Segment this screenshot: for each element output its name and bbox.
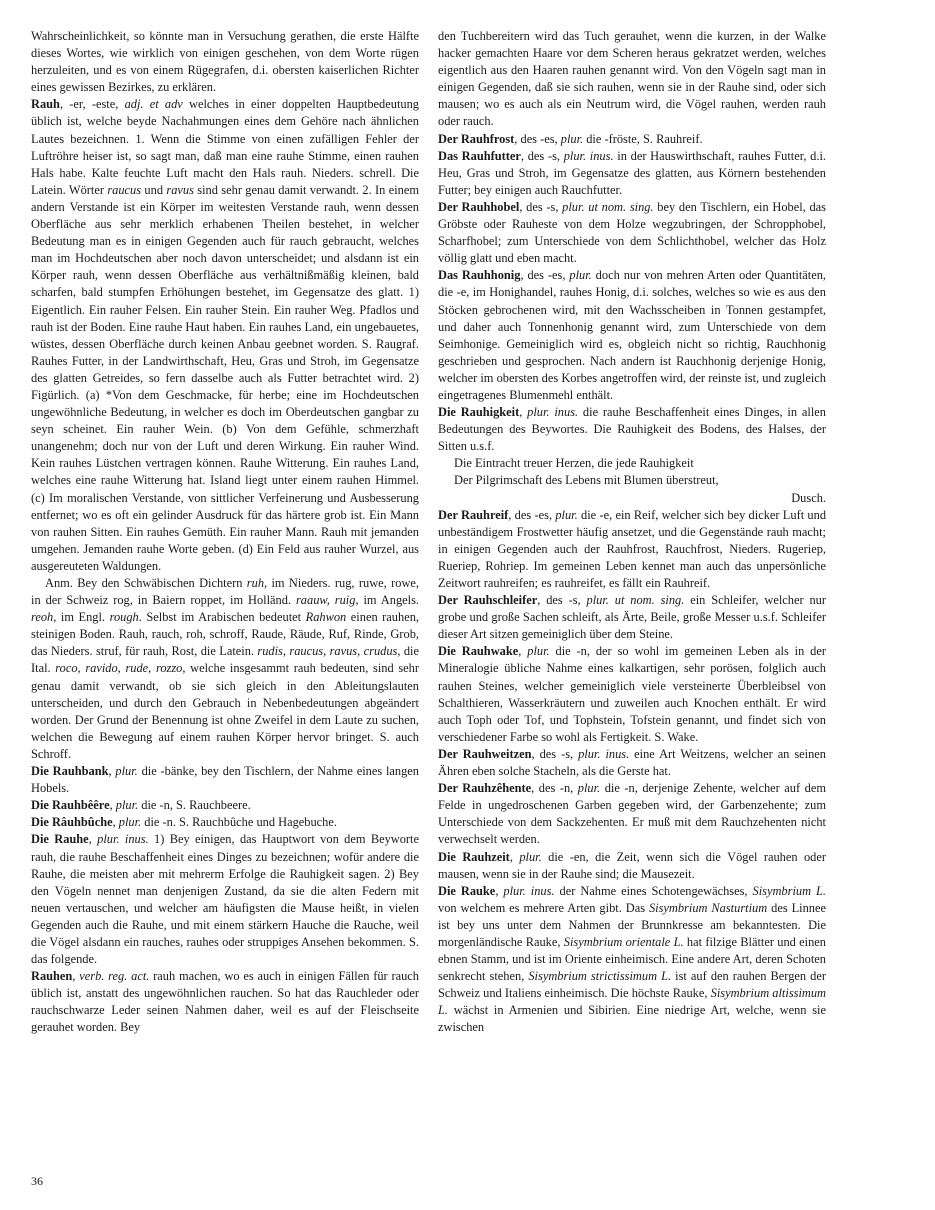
- entry-text: bey den Tischlern, ein Hobel, das Gröbste oder Rauheste von dem Holze wegzubringen, der Schropphobel, Scharfhobel; zum Unterschiede von dem Schlichthobel, welcher das Holz völlig glatt und eben macht.: [438, 199, 826, 266]
- entry-text: den Tuchbereitern wird das Tuch gerauhet, wenn die kurzen, in der Walke hacker gemachten Haare vor dem Scheren heraus gekratzet werden, welches eigentlich aus den Haaren rauhen genannt wird. Von den Vögeln sagt man in einigen Gegenden, daß sie sich rauhen, wenn sie in der Rauhe sind, oder sich mausen; wo es auch als ein Neutrum wird, die Vögel rauhen, werden rauh oder rauch.: [438, 29, 826, 129]
- entry-text: die -fröste, S. Rauhreif.: [583, 131, 703, 146]
- dictionary-entry: [438, 643, 826, 746]
- verse-line: [438, 472, 826, 489]
- right-column: [438, 28, 826, 1037]
- entry-text: eine Art Weitzens, welcher an seinen Ähren eben solche Stacheln, als die Gerste hat.: [438, 746, 827, 779]
- italic-term: raucus: [107, 182, 142, 197]
- italic-term: plur. inus.: [503, 883, 555, 898]
- italic-term: Sisymbrium Nasturtium: [648, 900, 768, 915]
- entry-headword: Der Rauhhobel: [438, 199, 520, 214]
- italic-term: raauw, ruig: [295, 593, 356, 608]
- dictionary-entry: [31, 831, 419, 968]
- entry-text: ,: [509, 849, 520, 864]
- entry-text: 1) Bey einigen, das Hauptwort von dem Beyworte rauh, die rauhe Beschaffenheit eines Dinges zu bezeichnen; wofür andere die Rauhe, die meisten aber mit mehrerm Erfolge die Rauhigkeit sagen. 2) Bey den Vögeln nennet man denjenigen Zustand, da sie die alten Federn mit neuen vertauschen, und welcher am häufigsten die Mause heißt, in vielen Gegenden auch die Rauhe, und mit einem stärkern Hauche die Rauche, weil die Vögel alsdann ein rauches, rauhes oder struppiges Ansehen bekommen. S. das folgende.: [31, 832, 419, 967]
- entry-text: die rauhe Beschaffenheit eines Dinges, in allen Bedeutungen des Beywortes. Die Rauhigkeit des Bodens, des Halses, der Sitten u.s.f.: [438, 405, 826, 454]
- italic-term: plur. ut nom. sing.: [586, 593, 685, 608]
- dictionary-entry: [438, 28, 826, 131]
- entry-headword: Der Rauhweitzen: [438, 746, 532, 761]
- entry-text: , des -es,: [514, 131, 561, 146]
- entry-text: , des -es,: [508, 507, 556, 522]
- dictionary-entry: [438, 267, 826, 404]
- dictionary-entry: [31, 575, 419, 763]
- entry-text: ,: [108, 764, 116, 779]
- dictionary-entry: [31, 96, 419, 575]
- dictionary-entry: [438, 199, 826, 267]
- italic-term: Rahwon: [305, 610, 347, 625]
- entry-text: Die Eintracht treuer Herzen, die jede Rauhigkeit: [454, 456, 694, 471]
- entry-headword: Die Rauhzeit: [438, 849, 510, 864]
- entry-headword: Das Rauhfutter: [438, 148, 521, 163]
- entry-text: , im Nieders. rug, ruwe, rowe, in der Schweiz rog, in Baiern roppet, im Holländ.: [31, 576, 419, 608]
- entry-headword: Die Rauke: [438, 883, 496, 898]
- entry-text: Anm. Bey den Schwäbischen Dichtern: [45, 576, 247, 590]
- entry-headword: Die Rauhwake: [438, 644, 519, 659]
- entry-text: doch nur von mehren Arten oder Quantitäten, die -e, im Honighandel, rauhes Honig, d.i. solches, welches so wie es aus den Stöcken gebrochenen wird, mit den Wachsscheiben in Tonnen gestampfet, und daher auch Tonnenhonig genannt wird, zum Unterschiede von dem Seimhonige. Gemeiniglich wird es, obgleich nicht so richtig, Rauchhonig geschrieben und gesprochen. Nach andern ist Rauchhonig derjenige Honig, welcher im obersten des Korbes angetroffen wird, der reinste ist, und zugleich eingetragenes Blumenmehl enthält.: [438, 268, 827, 402]
- entry-text: Wahrscheinlichkeit, so könnte man in Versuchung gerathen, die erste Hälfte dieses Wortes, wie wirklich von einigen geschehen, von dem Worte rügen herzuleiten, und es von einem Rügegrafen, d.i. obersten kaiserlichen Richter eines gewissen Bezirkes, zu erklären.: [31, 29, 419, 95]
- italic-term: plur.: [115, 798, 139, 813]
- entry-headword: Die Rauhbank: [31, 764, 109, 779]
- italic-term: plur.: [569, 268, 592, 283]
- entry-text: sind sehr genau damit verwandt. 2. In einem andern Verstande ist ein Körper im weitesten Verstande rauh, wenn dessen Oberfläche aus sehr merklich erhabenen Theilen bestehet, in welcher Bedeutung man es in einigen Gegenden auch für rauch gebraucht, welches man im Hochdeutschen aber noch davon unterscheidet; und alsdann ist ein Körper rauh, wenn dessen Oberfläche aus verhältnißmäßig kleinen, bald scharfen, bald stumpfen Erhöhungen bestehet, im Gegensatze des glatt. 1) Eigentlich. Ein rauher Felsen. Ein rauher Stein. Ein rauher Weg. Pfadlos und rauh ist der Boden. Eine rauhe Haut haben. Ein rauhes Land, ein ungebauetes, wüstes, dessen Oberfläche durch keinen Anbau geebnet worden. S. Raugraf. Rauhes Futter, in der Landwirthschaft, Heu, Gras und Stroh, im Gegensatze des glatten Getreides, so fern dasselbe auch als Futter betrachtet wird. 2) Figürlich. (a) *Von dem Geschmacke, für herbe; eine im Hochdeutschen ungewöhnliche Bedeutung, in welcher es doch im Oberdeutschen gangbar zu seyn scheinet. Ein rauher Wein. (b) Von dem Gefühle, schmerzhaft unangenehm; doch nur von der Luft und deren Wirkung. Ein rauher Wind. Kein rauhes Lüstchen vertragen können. Rauhe Witterung. Ein rauhes Land, welches eine rauhe Witterung hat. Island liegt unter einem rauhen Himmel. (c) Im moralischen Verstande, von sittlicher Verfeinerung und Ausbesserung entfernet; wo es oft ein gelinder Ausdruck für das härtere grob ist. Ein Mann von rauhen Sitten. Ein rauhes Gemüth. Ein rauher Mann. Rauh mit jemanden umgehen. Jemanden rauhe Worte geben. (d) Ein Feld aus rauher Wurzel, aus ausgereuteten Waldungen.: [31, 182, 419, 573]
- dictionary-entry: [438, 148, 826, 199]
- dictionary-entry: [438, 780, 826, 848]
- italic-term: plur.: [527, 644, 550, 659]
- italic-term: plur. inus.: [578, 746, 630, 761]
- entry-text: , des -n,: [531, 781, 578, 796]
- italic-term: verb. reg. act.: [79, 969, 150, 984]
- entry-headword: Rauhen: [31, 969, 73, 984]
- italic-term: plur.: [519, 849, 542, 864]
- entry-text: einen rauhen, steinigen Boden. Rauh, rauch, roh, schroff, Raude, Räude, Ruf, Rinde, Grob, das Nieders. struf, für rauh, Rost, die Latein.: [31, 610, 419, 659]
- italic-term: rudis, raucus, ravus, crudus: [257, 644, 398, 659]
- entry-text: die -n, der so wohl im gemeinen Leben als in der Mineralogie übliche Nahme eines kalkartigen, sehr porösen, folglich auch rauhen Steines, welcher gemeiniglich viele versteinerte Überbleibsel von Schalthieren, Wasserkräutern und zuweilen auch Knochen enthält. Er wird auch Toph oder Tof, und Tophstein, Tofstein genannt, und findet sich von verschiedener Farbe so wohl als Fertigkeit. S. Wake.: [438, 644, 827, 744]
- entry-text: in der Hauswirthschaft, rauhes Futter, d.i. Heu, Gras und Stroh, im Gegensatze des glatten, aus Körnern bestehenden Futter; bey einigen auch Rauchfutter.: [438, 148, 826, 197]
- dictionary-entry: [438, 849, 826, 883]
- entry-text: , -er, -este,: [59, 97, 125, 112]
- entry-text: ,: [109, 798, 116, 813]
- entry-text: , des -es,: [520, 268, 570, 283]
- italic-term: Sisymbrium strictissimum L.: [528, 969, 672, 984]
- italic-term: plur.: [115, 764, 138, 779]
- dictionary-entry: [438, 883, 826, 1037]
- entry-text: ,: [519, 405, 528, 420]
- entry-headword: Die Rauhe: [31, 832, 89, 847]
- entry-text: , des -s,: [519, 199, 563, 214]
- entry-headword: Die Rauhigkeit: [438, 405, 520, 420]
- entry-headword: Der Rauhfrost: [438, 131, 515, 146]
- italic-term: plur.: [118, 815, 142, 830]
- entry-text: ,: [495, 883, 504, 898]
- italic-term: plur.: [577, 781, 601, 796]
- entry-text: , des -s,: [537, 593, 587, 608]
- verse-line: [438, 455, 826, 472]
- italic-term: plur.: [560, 131, 584, 146]
- entry-headword: Der Rauhzêhente: [438, 781, 532, 796]
- entry-text: die -e, ein Reif, welcher sich bey dicker Luft und unbeständigem Frostwetter häufig ansetzet, und die Gegenstände rauh macht; in einigen Gegenden auch der Rauhfrost, Rauchfrost, Nieders. Rugeriep, Rueriep, Rohriep. Im gemeinen Leben kennet man auch das unpersönliche Zeitwort rauhreifen; es rauhreifet, es fällt ein Rauhreif.: [438, 507, 827, 590]
- dictionary-entry: [31, 28, 419, 96]
- entry-text: , des -s,: [520, 148, 564, 163]
- entry-text: die -bänke, bey den Tischlern, der Nahme eines langen Hobels.: [31, 764, 419, 796]
- italic-term: plur. inus.: [563, 148, 614, 163]
- entry-text: Dusch.: [791, 490, 826, 505]
- entry-text: ,: [72, 969, 80, 984]
- entry-text: des Linnee ist bey uns unter dem Nahmen der Brunnkresse am bekanntesten. Die morgenländische Rauke,: [438, 900, 826, 949]
- entry-text: hat filzige Blätter und einen ebnen Stamm, und ist im Oriente einheimisch. Eine andere Art, deren Schoten senkrecht stehen,: [438, 934, 826, 984]
- dictionary-entry: [438, 592, 826, 643]
- entry-text: . Selbst im Arabischen bedeutet: [138, 610, 306, 625]
- italic-term: Sisymbrium L.: [752, 883, 826, 898]
- entry-text: die -n. S. Rauchbûche und Hagebuche.: [141, 815, 337, 830]
- entry-headword: Das Rauhhonig: [438, 268, 521, 283]
- italic-term: Sisymbrium orientale L.: [563, 934, 684, 949]
- entry-headword: Der Rauhschleifer: [438, 593, 538, 608]
- dictionary-entry: [31, 763, 419, 797]
- left-column: [31, 28, 419, 1037]
- italic-term: ruh: [246, 576, 265, 590]
- italic-term: roco, ravido, rude, rozzo: [55, 661, 183, 676]
- entry-text: ,: [518, 644, 528, 659]
- entry-headword: Der Rauhreif: [438, 507, 509, 522]
- entry-text: wächst in Armenien und Sibirien. Eine niedrige Art, welche, wenn sie zwischen: [438, 1003, 826, 1035]
- entry-text: rauh machen, wo es auch in einigen Fällen für rauch üblich ist, anstatt des ungewöhnlichen rauchen. So hat das Rauchleder oder rauchschwarze Leder seinen Nahmen daher, weil es auf der Fleischseite gerauhet worden. Bey: [31, 969, 420, 1035]
- entry-text: der Nahme eines Schotengewächses,: [554, 883, 753, 898]
- entry-text: , des -s,: [531, 746, 579, 761]
- entry-text: ,: [112, 815, 119, 830]
- italic-term: rough: [109, 610, 139, 625]
- entry-text: die -n, derjenige Zehente, welcher auf dem Felde in ungedroschenen Garben gegeben wird, der Garbenzehente; zum Unterschiede von dem Sackzehenten. Er muß mit dem Rauchzehenten nicht verwechselt werden.: [438, 781, 827, 847]
- entry-headword: Rauh: [31, 97, 60, 112]
- entry-text: die -en, die Zeit, wenn sich die Vögel rauhen oder mausen, wenn sie in der Rauhe sind; die Mausezeit.: [438, 849, 826, 881]
- entry-text: , im Engl.: [53, 610, 110, 625]
- entry-text: die -n, S. Rauchbeere.: [138, 798, 251, 813]
- entry-text: ,: [88, 832, 98, 847]
- italic-term: plur. ut nom. sing.: [562, 199, 654, 214]
- entry-text: , welche insgesammt rauh bedeuten, sind sehr genau damit verwandt, ob sie sich gleich in den Ableitungslauten unterscheiden, und durch den Gebrauch in Nebenbedeutungen abgeändert worden. Der Grund der Benennung ist ohne Zweifel in dem Laute zu suchen, welchen die Bewegung auf einem rauhen Körper hervor bringet. S. auch Schroff.: [31, 661, 419, 761]
- verse-attribution: [438, 490, 826, 507]
- italic-term: plur. inus.: [527, 405, 579, 420]
- entry-text: und: [141, 182, 167, 197]
- entry-text: ist auf den rauhen Bergen der Schweiz und Italiens einheimisch. Die höchste Rauke,: [438, 969, 826, 1001]
- dictionary-entry: [438, 507, 826, 592]
- dictionary-entry: [31, 814, 419, 831]
- entry-text: welches in einer doppelten Hauptbedeutung üblich ist, welche beyde Nachahmungen eines dem Gehöre nach ähnlichen Lautes bezeichnen. 1. Wenn die Stimme von einen zufälligen Fehler der Luftröhre heiser ist, so sagt man, daß man eine rauhe Stimme, einen rauhen Hals habe. Kalte feuchte Luft macht den Hals rauh. Nieders. schrell. Die Latein. Wörter: [31, 97, 419, 197]
- entry-text: , im Angels.: [355, 593, 420, 608]
- dictionary-entry: [438, 746, 826, 780]
- entry-text: ein Schleifer, welcher nur grobe und große Sachen schleift, als Ärte, Beile, große Messer u.s.f. Schleifer dieser Art sitzen gemeiniglich über dem Steine.: [438, 593, 826, 642]
- dictionary-entry: [438, 404, 826, 455]
- entry-headword: Die Rauhbêêre: [31, 798, 110, 813]
- entry-text: Der Pilgrimschaft des Lebens mit Blumen überstreut,: [454, 473, 719, 488]
- page-number: 36: [31, 1174, 43, 1188]
- italic-term: ravus: [166, 182, 194, 197]
- dictionary-entry: [438, 131, 826, 148]
- italic-term: Sisymbrium altissimum L.: [438, 986, 826, 1018]
- italic-term: reoh: [31, 610, 54, 625]
- italic-term: plur. inus.: [97, 832, 149, 847]
- dictionary-entry: [31, 797, 419, 814]
- italic-term: adj. et adv: [124, 97, 183, 112]
- entry-text: von welchem es mehrere Arten gibt. Das: [438, 900, 649, 915]
- dictionary-entry: [31, 968, 419, 1036]
- entry-headword: Die Râuhbûche: [31, 815, 113, 830]
- entry-text: , die Ital.: [31, 644, 419, 676]
- italic-term: plur.: [555, 507, 578, 522]
